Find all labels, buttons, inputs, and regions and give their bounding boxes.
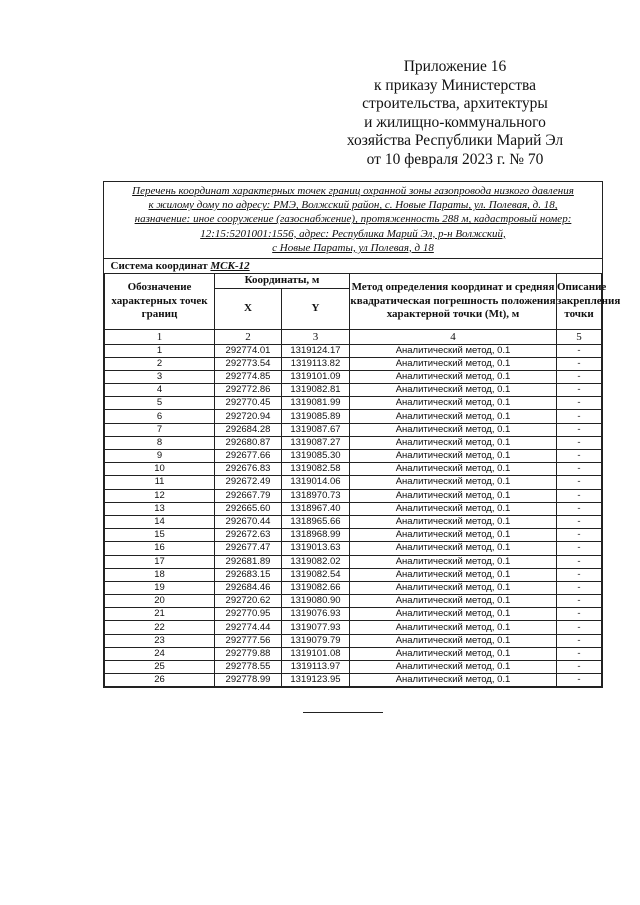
point-number: 4 (105, 384, 215, 397)
coordinate-system-label: Система координат (110, 260, 208, 273)
description-cell: - (557, 621, 602, 634)
description-cell: - (557, 542, 602, 555)
description-cell: - (557, 384, 602, 397)
method-cell: Аналитический метод, 0.1 (350, 529, 557, 542)
table-row (105, 595, 602, 608)
y-coordinate: 1319013.63 (282, 542, 350, 555)
description-cell: - (557, 529, 602, 542)
method-cell: Аналитический метод, 0.1 (350, 370, 557, 383)
appendix-header (330, 58, 580, 169)
point-number: 22 (105, 621, 215, 634)
point-number: 12 (105, 489, 215, 502)
point-number: 8 (105, 436, 215, 449)
method-cell: Аналитический метод, 0.1 (350, 647, 557, 660)
table-row (105, 581, 602, 594)
table-row (105, 410, 602, 423)
coordinate-system-value: МСК-12 (210, 260, 250, 273)
point-number: 19 (105, 581, 215, 594)
header-line: Приложение 16 (403, 58, 507, 75)
column-number: 3 (282, 329, 350, 344)
x-coordinate: 292672.49 (215, 476, 282, 489)
coordinates-table (104, 259, 621, 687)
method-cell: Аналитический метод, 0.1 (350, 423, 557, 436)
point-number: 6 (105, 410, 215, 423)
point-number: 10 (105, 463, 215, 476)
header-line: к приказу Министерства (374, 76, 536, 94)
point-number: 26 (105, 674, 215, 687)
method-cell: Аналитический метод, 0.1 (350, 357, 557, 370)
x-coordinate: 292778.99 (215, 674, 282, 687)
table-row (105, 502, 602, 515)
method-cell: Аналитический метод, 0.1 (350, 674, 557, 687)
point-number: 14 (105, 515, 215, 528)
x-coordinate: 292665.60 (215, 502, 282, 515)
description-cell: - (557, 515, 602, 528)
point-number: 24 (105, 647, 215, 660)
description-cell: - (557, 502, 602, 515)
description-cell: - (557, 581, 602, 594)
table-row (105, 397, 602, 410)
description-cell: - (557, 450, 602, 463)
description-cell: - (557, 489, 602, 502)
y-coordinate: 1318970.73 (282, 489, 350, 502)
table-row (105, 384, 602, 397)
table-row (105, 515, 602, 528)
x-coordinate: 292680.87 (215, 436, 282, 449)
point-number: 23 (105, 634, 215, 647)
x-coordinate: 292773.54 (215, 357, 282, 370)
table-row (105, 344, 602, 357)
table-row (105, 423, 602, 436)
method-cell: Аналитический метод, 0.1 (350, 661, 557, 674)
x-coordinate: 292681.89 (215, 555, 282, 568)
table-title (104, 182, 602, 259)
point-number: 21 (105, 608, 215, 621)
title-line: Перечень координат характерных точек границ охранной зоны газопровода низкого давления (132, 185, 574, 197)
col-y-header: Y (282, 288, 350, 329)
x-coordinate: 292720.62 (215, 595, 282, 608)
column-number: 5 (557, 329, 602, 344)
description-cell: - (557, 463, 602, 476)
y-coordinate: 1319082.66 (282, 581, 350, 594)
title-line: 12:15:5201001:1556, адрес: Республика Марий Эл, р-н Волжский, (200, 227, 506, 240)
description-cell: - (557, 608, 602, 621)
point-number: 16 (105, 542, 215, 555)
coordinate-system-row (105, 259, 602, 274)
point-number: 20 (105, 595, 215, 608)
description-cell: - (557, 423, 602, 436)
x-coordinate: 292774.44 (215, 621, 282, 634)
method-cell: Аналитический метод, 0.1 (350, 410, 557, 423)
description-cell: - (557, 370, 602, 383)
table-row (105, 568, 602, 581)
table-row (105, 661, 602, 674)
method-cell: Аналитический метод, 0.1 (350, 450, 557, 463)
y-coordinate: 1319076.93 (282, 608, 350, 621)
col-description-header: Описание закрепления точки (557, 274, 602, 330)
col-x-header: X (215, 288, 282, 329)
table-row (105, 450, 602, 463)
x-coordinate: 292772.86 (215, 384, 282, 397)
table-header-row (105, 274, 602, 289)
table-row (105, 529, 602, 542)
method-cell: Аналитический метод, 0.1 (350, 634, 557, 647)
x-coordinate: 292670.44 (215, 515, 282, 528)
y-coordinate: 1318968.99 (282, 529, 350, 542)
table-row (105, 674, 602, 687)
description-cell: - (557, 436, 602, 449)
description-cell: - (557, 568, 602, 581)
table-row (105, 436, 602, 449)
col-coords-header: Координаты, м (215, 274, 350, 289)
y-coordinate: 1319079.79 (282, 634, 350, 647)
x-coordinate: 292774.01 (215, 344, 282, 357)
table-row (105, 489, 602, 502)
method-cell: Аналитический метод, 0.1 (350, 397, 557, 410)
description-cell: - (557, 674, 602, 687)
header-line: и жилищно-коммунального (364, 113, 546, 131)
y-coordinate: 1319113.97 (282, 661, 350, 674)
method-cell: Аналитический метод, 0.1 (350, 621, 557, 634)
col-designation-header: Обозначение характерных точек границ (105, 274, 215, 330)
title-line: назначение: иное сооружение (газоснабжение), протяженность 288 м, кадастровый номер: (134, 213, 572, 226)
method-cell: Аналитический метод, 0.1 (350, 555, 557, 568)
y-coordinate: 1319101.09 (282, 370, 350, 383)
description-cell: - (557, 647, 602, 660)
x-coordinate: 292684.46 (215, 581, 282, 594)
point-number: 18 (105, 568, 215, 581)
point-number: 13 (105, 502, 215, 515)
column-number-row (105, 329, 602, 344)
point-number: 3 (105, 370, 215, 383)
method-cell: Аналитический метод, 0.1 (350, 515, 557, 528)
point-number: 1 (105, 344, 215, 357)
y-coordinate: 1319085.89 (282, 410, 350, 423)
y-coordinate: 1319082.58 (282, 463, 350, 476)
table-row (105, 357, 602, 370)
method-cell: Аналитический метод, 0.1 (350, 542, 557, 555)
table-row (105, 476, 602, 489)
column-number: 1 (105, 329, 215, 344)
x-coordinate: 292676.83 (215, 463, 282, 476)
x-coordinate: 292677.66 (215, 450, 282, 463)
description-cell: - (557, 595, 602, 608)
x-coordinate: 292667.79 (215, 489, 282, 502)
x-coordinate: 292683.15 (215, 568, 282, 581)
point-number: 7 (105, 423, 215, 436)
y-coordinate: 1319113.82 (282, 357, 350, 370)
y-coordinate: 1319082.54 (282, 568, 350, 581)
method-cell: Аналитический метод, 0.1 (350, 595, 557, 608)
table-row (105, 634, 602, 647)
method-cell: Аналитический метод, 0.1 (350, 344, 557, 357)
table-row (105, 370, 602, 383)
separator-line (303, 712, 383, 713)
description-cell: - (557, 344, 602, 357)
title-line: к жилому дому по адресу: РМЭ, Волжский район, с. Новые Параты, ул. Полевая, д. 18, (148, 199, 558, 212)
description-cell: - (557, 410, 602, 423)
table-row (105, 555, 602, 568)
description-cell: - (557, 634, 602, 647)
y-coordinate: 1319101.08 (282, 647, 350, 660)
point-number: 17 (105, 555, 215, 568)
point-number: 9 (105, 450, 215, 463)
y-coordinate: 1319124.17 (282, 344, 350, 357)
y-coordinate: 1319085.30 (282, 450, 350, 463)
description-cell: - (557, 397, 602, 410)
x-coordinate: 292774.85 (215, 370, 282, 383)
x-coordinate: 292677.47 (215, 542, 282, 555)
y-coordinate: 1318967.40 (282, 502, 350, 515)
y-coordinate: 1319087.67 (282, 423, 350, 436)
method-cell: Аналитический метод, 0.1 (350, 568, 557, 581)
y-coordinate: 1319082.81 (282, 384, 350, 397)
x-coordinate: 292672.63 (215, 529, 282, 542)
method-cell: Аналитический метод, 0.1 (350, 489, 557, 502)
method-cell: Аналитический метод, 0.1 (350, 463, 557, 476)
y-coordinate: 1318965.66 (282, 515, 350, 528)
x-coordinate: 292684.28 (215, 423, 282, 436)
method-cell: Аналитический метод, 0.1 (350, 476, 557, 489)
y-coordinate: 1319080.90 (282, 595, 350, 608)
y-coordinate: 1319082.02 (282, 555, 350, 568)
table-row (105, 621, 602, 634)
table-row (105, 608, 602, 621)
y-coordinate: 1319014.06 (282, 476, 350, 489)
y-coordinate: 1319087.27 (282, 436, 350, 449)
method-cell: Аналитический метод, 0.1 (350, 436, 557, 449)
method-cell: Аналитический метод, 0.1 (350, 502, 557, 515)
description-cell: - (557, 661, 602, 674)
x-coordinate: 292770.95 (215, 608, 282, 621)
x-coordinate: 292778.55 (215, 661, 282, 674)
x-coordinate: 292720.94 (215, 410, 282, 423)
point-number: 2 (105, 357, 215, 370)
x-coordinate: 292777.56 (215, 634, 282, 647)
title-line: с Новые Параты, ул Полевая, д 18 (272, 241, 434, 254)
x-coordinate: 292770.45 (215, 397, 282, 410)
point-number: 11 (105, 476, 215, 489)
column-number: 4 (350, 329, 557, 344)
column-number: 2 (215, 329, 282, 344)
point-number: 5 (105, 397, 215, 410)
method-cell: Аналитический метод, 0.1 (350, 384, 557, 397)
description-cell: - (557, 357, 602, 370)
description-cell: - (557, 555, 602, 568)
col-method-header: Метод определения координат и средняя квадратическая погрешность положения характерной точки (Mt), м (350, 274, 557, 330)
header-line: хозяйства Республики Марий Эл (346, 132, 564, 149)
y-coordinate: 1319077.93 (282, 621, 350, 634)
y-coordinate: 1319123.95 (282, 674, 350, 687)
description-cell: - (557, 476, 602, 489)
x-coordinate: 292779.88 (215, 647, 282, 660)
coordinates-table-frame (103, 181, 621, 688)
point-number: 25 (105, 661, 215, 674)
y-coordinate: 1319081.99 (282, 397, 350, 410)
method-cell: Аналитический метод, 0.1 (350, 608, 557, 621)
header-line: от 10 февраля 2023 г. № 70 (366, 150, 544, 168)
method-cell: Аналитический метод, 0.1 (350, 581, 557, 594)
table-row (105, 542, 602, 555)
table-row (105, 463, 602, 476)
header-line: строительства, архитектуры (362, 95, 548, 112)
table-row (105, 647, 602, 660)
point-number: 15 (105, 529, 215, 542)
